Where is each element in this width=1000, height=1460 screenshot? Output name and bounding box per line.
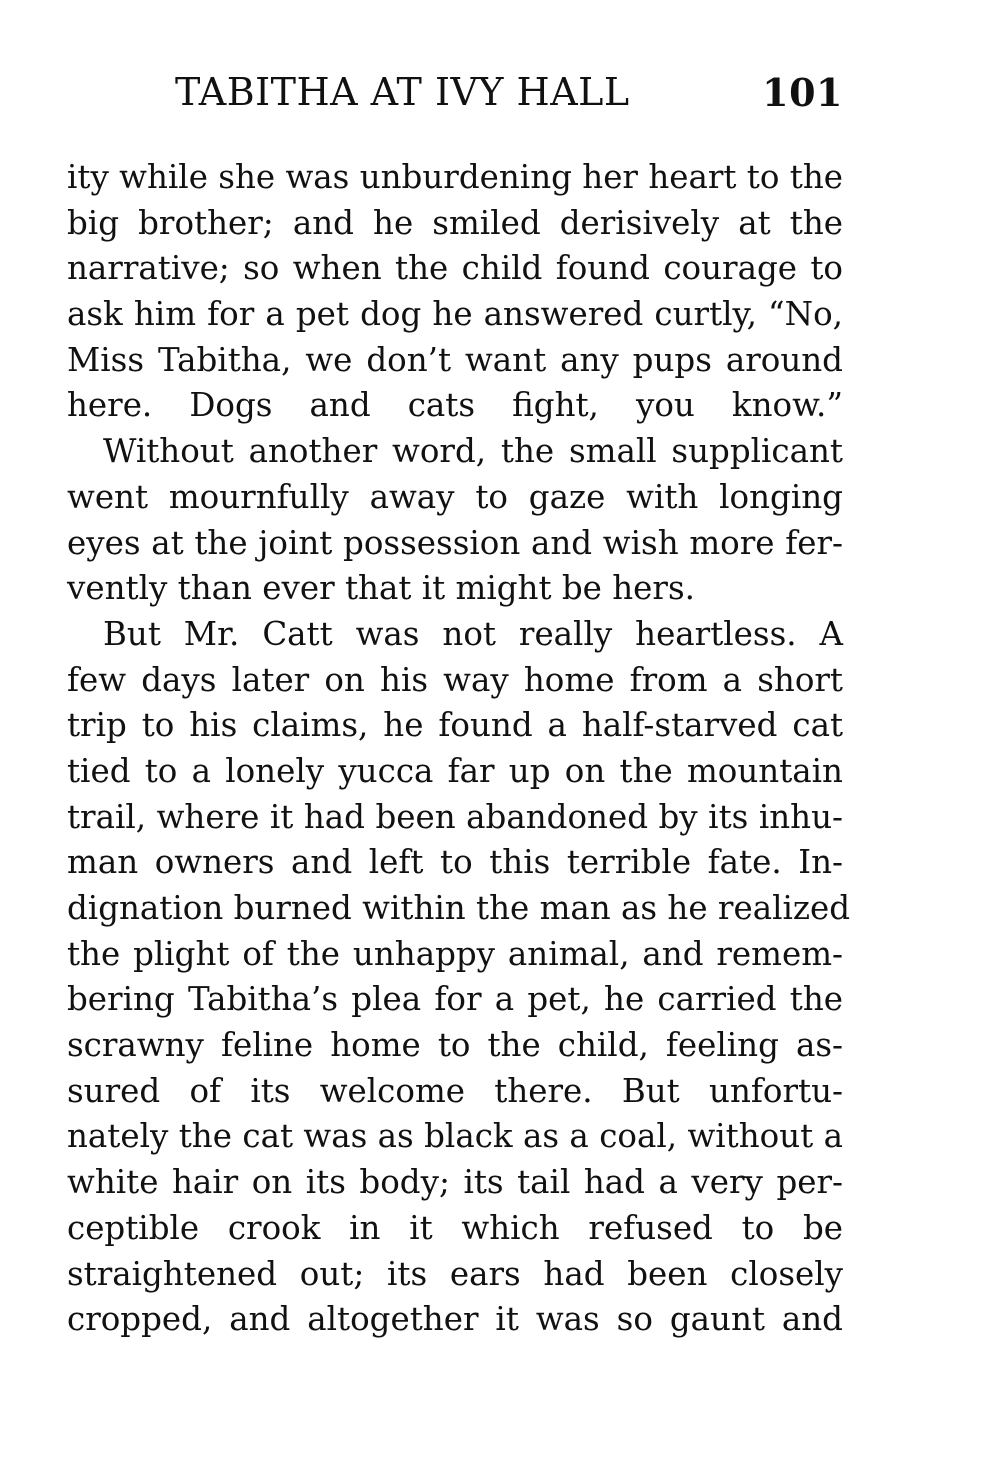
body-text	[67, 155, 851, 1343]
text-line: sured of its welcome there. But unfortu-	[67, 1071, 843, 1110]
text-line: white hair on its body; its tail had a very per-	[67, 1163, 843, 1202]
text-line: scrawny feline home to the child, feeling as-	[67, 1026, 843, 1065]
page-number: 101	[762, 70, 843, 115]
text-line: few days later on his way home from a short	[67, 660, 843, 699]
text-line: ceptible crook in it which refused to be	[67, 1208, 843, 1247]
text-line: bering Tabitha’s plea for a pet, he carried the	[67, 980, 843, 1019]
text-line: tied to a lonely yucca far up on the mountain	[67, 751, 843, 790]
text-line: dignation burned within the man as he realized	[67, 889, 851, 927]
text-line: nately the cat was as black as a coal, without a	[67, 1117, 843, 1156]
text-line: trail, where it had been abandoned by its inhu-	[67, 797, 843, 836]
text-line: ask him for a pet dog he answered curtly, “No,	[67, 295, 843, 334]
text-line: the plight of the unhappy animal, and remem-	[67, 934, 843, 973]
text-line: man owners and left to this terrible fate. In-	[67, 843, 843, 882]
text-line: cropped, and altogether it was so gaunt and	[67, 1300, 843, 1339]
text-line: vently than ever that it might be hers.	[67, 569, 695, 608]
text-line: Miss Tabitha, we don’t want any pups around	[67, 340, 843, 379]
text-line: Without another word, the small supplicant	[103, 432, 843, 471]
text-line: ity while she was unburdening her heart to the	[67, 158, 843, 196]
text-line: narrative; so when the child found courage to	[67, 249, 843, 288]
text-line: straightened out; its ears had been closely	[67, 1254, 843, 1293]
text-line: big brother; and he smiled derisively at the	[67, 203, 843, 242]
text-line: eyes at the joint possession and wish more fer-	[67, 523, 843, 562]
text-line: went mournfully away to gaze with longing	[67, 477, 843, 516]
text-line: trip to his claims, he found a half-starved cat	[67, 706, 843, 745]
text-line: But Mr. Catt was not really heartless. A	[103, 614, 843, 653]
running-title: TABITHA AT IVY HALL	[175, 70, 630, 114]
text-line: here. Dogs and cats fight, you know.”	[67, 386, 843, 425]
